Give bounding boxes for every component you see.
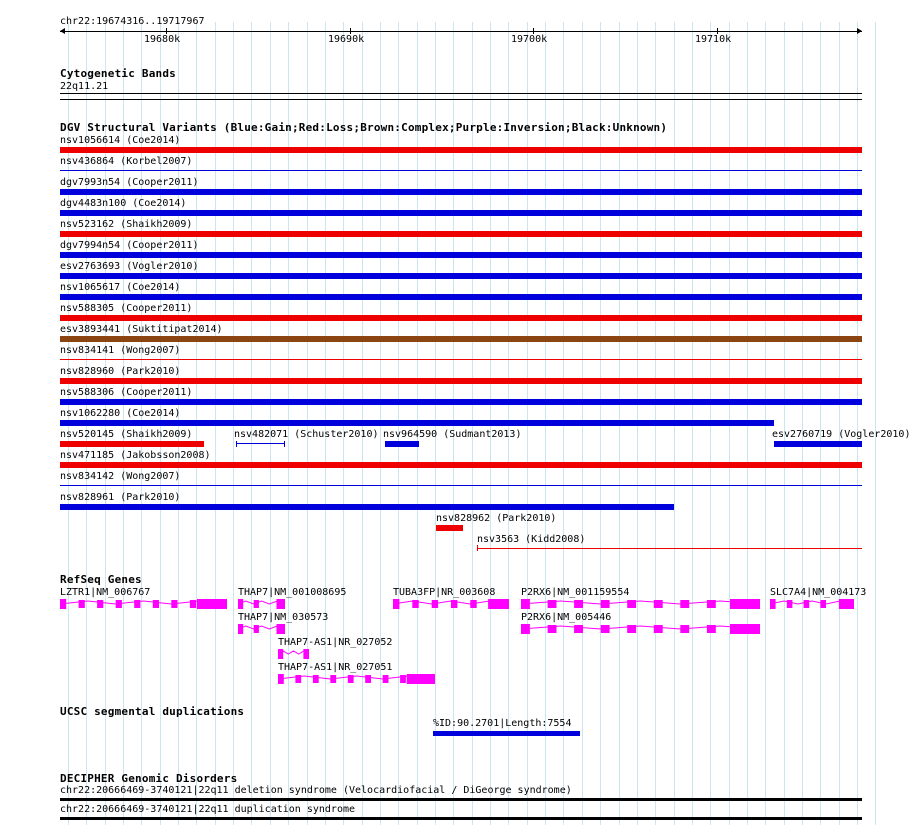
gene-model[interactable] xyxy=(393,599,509,609)
dgv-variant-bar[interactable] xyxy=(774,441,862,447)
gene-model-svg xyxy=(238,624,285,634)
gene-exon xyxy=(521,599,530,609)
gene-exon xyxy=(770,599,776,609)
gene-exon xyxy=(412,600,418,608)
gene-exon xyxy=(348,675,354,683)
location-label: chr22:19674316..19717967 xyxy=(60,16,205,27)
dgv-variant-label[interactable]: nsv1062280 (Coe2014) xyxy=(60,408,181,419)
gene-exon xyxy=(238,624,243,634)
grid-line xyxy=(802,22,803,825)
gene-exon xyxy=(393,599,399,609)
gene-exon xyxy=(730,599,760,609)
grid-line xyxy=(784,22,785,825)
gene-exon xyxy=(820,600,826,608)
dgv-track-title[interactable]: DGV Structural Variants (Blue:Gain;Red:Loss;Brown:Complex;Purple:Inversion;Black:Unknown) xyxy=(60,121,668,134)
gene-exon xyxy=(278,649,283,659)
dgv-variant-label[interactable]: nsv834142 (Wong2007) xyxy=(60,471,181,482)
dgv-variant-bar[interactable] xyxy=(60,359,862,360)
gene-exon xyxy=(197,599,227,609)
cytoband-label: 22q11.21 xyxy=(60,81,109,92)
gene-exon xyxy=(707,600,716,608)
gene-exon xyxy=(295,675,301,683)
gene-exon xyxy=(627,600,636,608)
gene-label[interactable]: P2RX6|NM_001159554 xyxy=(521,587,630,598)
gene-exon xyxy=(238,599,243,609)
dgv-variant-label[interactable]: nsv828960 (Park2010) xyxy=(60,366,181,377)
dgv-variant-bar[interactable] xyxy=(60,462,862,468)
segdup-track-title[interactable]: UCSC segmental duplications xyxy=(60,705,245,718)
gene-model[interactable] xyxy=(238,599,285,609)
dgv-variant-bar[interactable] xyxy=(60,420,774,426)
dgv-variant-label[interactable]: esv3893441 (Suktitipat2014) xyxy=(60,324,223,335)
gene-exon xyxy=(521,624,530,634)
gene-exon xyxy=(60,599,66,609)
dgv-variant-label[interactable]: nsv436864 (Korbel2007) xyxy=(60,156,193,167)
gene-label[interactable]: THAP7-AS1|NR_027052 xyxy=(278,637,393,648)
dgv-variant-label[interactable]: nsv520145 (Shaikh2009) xyxy=(60,429,193,440)
dgv-variant-label[interactable]: esv2760719 (Vogler2010) xyxy=(772,429,910,440)
dgv-variant-bar[interactable] xyxy=(60,273,862,279)
gene-label[interactable]: P2RX6|NM_005446 xyxy=(521,612,612,623)
dgv-variant-bar[interactable] xyxy=(60,147,862,153)
gene-exon xyxy=(574,600,583,608)
gene-exon xyxy=(548,625,557,633)
gene-model-svg xyxy=(278,674,435,684)
gene-exon xyxy=(97,600,103,608)
dgv-variant-label[interactable]: nsv828961 (Park2010) xyxy=(60,492,181,503)
dgv-interval-line xyxy=(237,443,284,444)
gene-exon xyxy=(383,675,389,683)
gene-exon xyxy=(470,600,476,608)
gene-exon xyxy=(627,625,636,633)
dgv-variant-bar[interactable] xyxy=(236,441,285,447)
dgv-variant-label[interactable]: nsv1056614 (Coe2014) xyxy=(60,135,181,146)
ruler-label-19680k: 19680k xyxy=(144,34,181,45)
gene-model[interactable] xyxy=(521,599,760,609)
gene-label[interactable]: THAP7-AS1|NR_027051 xyxy=(278,662,393,673)
gene-exon xyxy=(787,600,793,608)
gene-exon xyxy=(574,625,583,633)
decipher-bar-duplication[interactable] xyxy=(60,817,862,820)
gene-model-svg xyxy=(521,624,760,634)
cytoband-line xyxy=(60,93,862,94)
gene-model[interactable] xyxy=(278,649,309,659)
gene-model[interactable] xyxy=(238,624,285,634)
dgv-variant-label[interactable]: nsv588305 (Cooper2011) xyxy=(60,303,193,314)
dgv-variant-label[interactable]: nsv588306 (Cooper2011) xyxy=(60,387,193,398)
gene-label[interactable]: TUBA3FP|NR_003608 xyxy=(393,587,496,598)
dgv-variant-label[interactable]: dgv7993n54 (Cooper2011) xyxy=(60,177,199,188)
dgv-variant-label[interactable]: nsv1065617 (Coe2014) xyxy=(60,282,181,293)
gene-exon xyxy=(730,624,760,634)
gene-exon xyxy=(153,600,159,608)
dgv-variant-bar[interactable] xyxy=(60,399,862,405)
dgv-variant-bar[interactable] xyxy=(60,336,862,342)
gene-exon xyxy=(654,600,663,608)
dgv-variant-label[interactable]: nsv482071 (Schuster2010) xyxy=(234,429,379,440)
gene-label[interactable]: SLC7A4|NM_004173 xyxy=(770,587,867,598)
gene-exon xyxy=(432,600,438,608)
dgv-variant-label[interactable]: dgv4483n100 (Coe2014) xyxy=(60,198,187,209)
gene-model-svg xyxy=(60,599,227,609)
dgv-variant-label[interactable]: nsv523162 (Shaikh2009) xyxy=(60,219,193,230)
gene-model-svg xyxy=(238,599,285,609)
gene-exon xyxy=(190,600,196,608)
gene-label[interactable]: THAP7|NM_001008695 xyxy=(238,587,347,598)
dgv-variant-bar[interactable] xyxy=(60,504,674,510)
gene-exon xyxy=(601,625,610,633)
gene-exon xyxy=(277,624,286,634)
dgv-variant-bar[interactable] xyxy=(60,315,862,321)
gene-exon xyxy=(134,600,140,608)
grid-line xyxy=(857,22,858,825)
grid-line xyxy=(875,22,876,825)
gene-exon xyxy=(654,625,663,633)
dgv-variant-bar[interactable] xyxy=(477,548,862,549)
gene-exon xyxy=(601,600,610,608)
dgv-variant-bar[interactable] xyxy=(60,210,862,216)
gene-exon xyxy=(680,625,689,633)
gene-label[interactable]: LZTR1|NM_006767 xyxy=(60,587,151,598)
ruler-label-19690k: 19690k xyxy=(328,34,365,45)
gene-intron-line xyxy=(521,601,760,604)
ruler-axis xyxy=(60,31,862,32)
cytoband-track-title[interactable]: Cytogenetic Bands xyxy=(60,67,176,80)
dgv-variant-bar[interactable] xyxy=(60,441,204,447)
dgv-variant-label[interactable]: dgv7994n54 (Cooper2011) xyxy=(60,240,199,251)
dgv-variant-label[interactable]: esv2763693 (Vogler2010) xyxy=(60,261,199,272)
dgv-variant-label[interactable]: nsv471185 (Jakobsson2008) xyxy=(60,450,211,461)
dgv-variant-bar[interactable] xyxy=(60,294,862,300)
gene-exon xyxy=(278,674,284,684)
gene-exon xyxy=(303,649,309,659)
dgv-variant-bar[interactable] xyxy=(60,231,862,237)
gene-exon xyxy=(116,600,122,608)
decipher-item-deletion[interactable]: chr22:20666469-3740121|22q11 deletion syndrome (Velocardiofacial / DiGeorge syndrome) xyxy=(60,785,572,796)
dgv-variant-bar[interactable] xyxy=(385,441,419,447)
gene-exon xyxy=(548,600,557,608)
gene-exon xyxy=(804,600,810,608)
refseq-track-title[interactable]: RefSeq Genes xyxy=(60,573,142,586)
gene-exon xyxy=(254,600,259,608)
dgv-variant-tick xyxy=(477,545,478,551)
gene-model[interactable] xyxy=(521,624,760,634)
gene-model-svg xyxy=(278,649,309,659)
gene-exon xyxy=(254,625,259,633)
gene-exon xyxy=(680,600,689,608)
gene-model-svg xyxy=(521,599,760,609)
dgv-variant-label[interactable]: nsv834141 (Wong2007) xyxy=(60,345,181,356)
ruler-label-19700k: 19700k xyxy=(511,34,548,45)
dgv-variant-label[interactable]: nsv964590 (Sudmant2013) xyxy=(383,429,522,440)
dgv-variant-bar[interactable] xyxy=(60,252,862,258)
gene-exon xyxy=(400,675,406,683)
decipher-bar-deletion[interactable] xyxy=(60,798,862,801)
ruler-label-19710k: 19710k xyxy=(695,34,732,45)
gene-label[interactable]: THAP7|NM_030573 xyxy=(238,612,329,623)
decipher-item-duplication[interactable]: chr22:20666469-3740121|22q11 duplication syndrome xyxy=(60,804,356,815)
gene-exon xyxy=(171,600,177,608)
dgv-variant-bar[interactable] xyxy=(60,189,862,195)
gene-model-svg xyxy=(770,599,854,609)
ruler-arrow-right xyxy=(857,28,862,34)
gene-model[interactable] xyxy=(60,599,227,609)
decipher-track-title[interactable]: DECIPHER Genomic Disorders xyxy=(60,772,238,785)
dgv-variant-bar[interactable] xyxy=(436,525,463,531)
dgv-variant-bar[interactable] xyxy=(60,485,862,486)
gene-exon xyxy=(707,625,716,633)
grid-line xyxy=(839,22,840,825)
gene-model[interactable] xyxy=(278,674,435,684)
dgv-variant-label[interactable]: nsv3563 (Kidd2008) xyxy=(477,534,586,545)
ruler-arrow-left xyxy=(60,28,65,34)
gene-exon xyxy=(365,675,371,683)
gene-exon xyxy=(277,599,286,609)
grid-line xyxy=(820,22,821,825)
gene-exon xyxy=(488,599,509,609)
segdup-bar[interactable] xyxy=(433,731,580,736)
dgv-variant-bar[interactable] xyxy=(60,378,862,384)
dgv-variant-label[interactable]: nsv828962 (Park2010) xyxy=(436,513,557,524)
cytoband-line-2 xyxy=(60,99,862,100)
gene-exon xyxy=(451,600,457,608)
gene-intron-line xyxy=(521,626,760,629)
gene-exon xyxy=(839,599,854,609)
dgv-variant-bar[interactable] xyxy=(60,170,862,171)
gene-exon xyxy=(330,675,336,683)
gene-model-svg xyxy=(393,599,509,609)
gene-exon xyxy=(313,675,319,683)
gene-exon xyxy=(407,674,435,684)
gene-exon xyxy=(79,600,85,608)
segdup-label[interactable]: %ID:90.2701|Length:7554 xyxy=(433,718,572,729)
gene-model[interactable] xyxy=(770,599,854,609)
